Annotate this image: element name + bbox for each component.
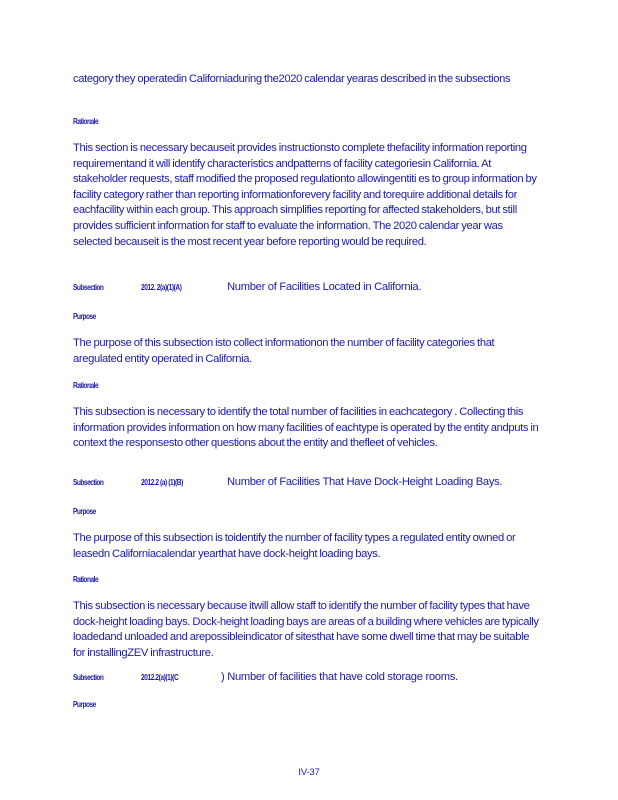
subsection-number: 2012.2(a)(1)(C [141, 673, 179, 682]
purpose-paragraph: The purpose of this subsection is toidentify the number of facility types a regulated entity owned or leasedn Californiacalendar yearthat have dock-height loading bays. [73, 532, 516, 560]
rationale-paragraph: This subsection is necessary to identify the total number of facilities in eachcategory . Collecting this information provides information on how many facilities of eachtype is operated by the entity andputs in context the responsesto other questions about the entity and thefleet of vehicles. [73, 406, 539, 450]
intro-paragraph: category they operatedin Californiaduring the2020 calendar yearas described in the subsections [73, 73, 511, 85]
subsection-title: ) Number of facilities that have cold storage rooms. [221, 671, 458, 683]
purpose-heading: Purpose [73, 700, 96, 709]
subsection-heading [73, 281, 553, 295]
subsection-heading [73, 476, 553, 490]
purpose-heading: Purpose [73, 507, 96, 516]
rationale-paragraph: This section is necessary becauseit provides instructionsto complete thefacility information reporting requirementand it will identify characteristics andpatterns of facility categoriesin California. At stakeholder requests, staff modified the proposed regulationto allowingentiti es to group information by facility category rather than reporting informationforevery facility and torequire additional details for eachfacility within each group. This approach simplifies reporting for affected stakeholders, but still provides sufficient information for staff to evaluate the information. The 2020 calendar year was selected becauseit is the most recent year before reporting would be required. [73, 142, 537, 248]
subsection-label: Subsection [73, 478, 104, 487]
purpose-paragraph: The purpose of this subsection isto collect informationon the number of facility categories that aregulated entity operated in California. [73, 337, 495, 365]
subsection-number: 2012. 2(a)(1)(A) [141, 283, 182, 292]
subsection-title: Number of Facilities Located in California. [227, 281, 422, 293]
rationale-heading: Rationale [73, 575, 99, 584]
rationale-heading: Rationale [73, 381, 99, 390]
subsection-title: Number of Facilities That Have Dock-Height Loading Bays. [227, 476, 503, 488]
subsection-number: 2012.2 (a) (1)(B) [141, 478, 183, 487]
rationale-paragraph: This subsection is necessary because itwill allow staff to identify the number of facility types that have dock-height loading bays. Dock-height loading bays are areas of a building where vehicles are typically loadedand unloaded and arepossibleindicator of sitesthat have some dwell time that may be suitable for installingZEV infrastructure. [73, 600, 539, 659]
purpose-heading: Purpose [73, 312, 96, 321]
subsection-label: Subsection [73, 283, 104, 292]
page-number: IV-37 [298, 767, 320, 778]
rationale-heading: Rationale [73, 117, 99, 126]
subsection-heading [73, 671, 553, 685]
subsection-label: Subsection [73, 673, 104, 682]
